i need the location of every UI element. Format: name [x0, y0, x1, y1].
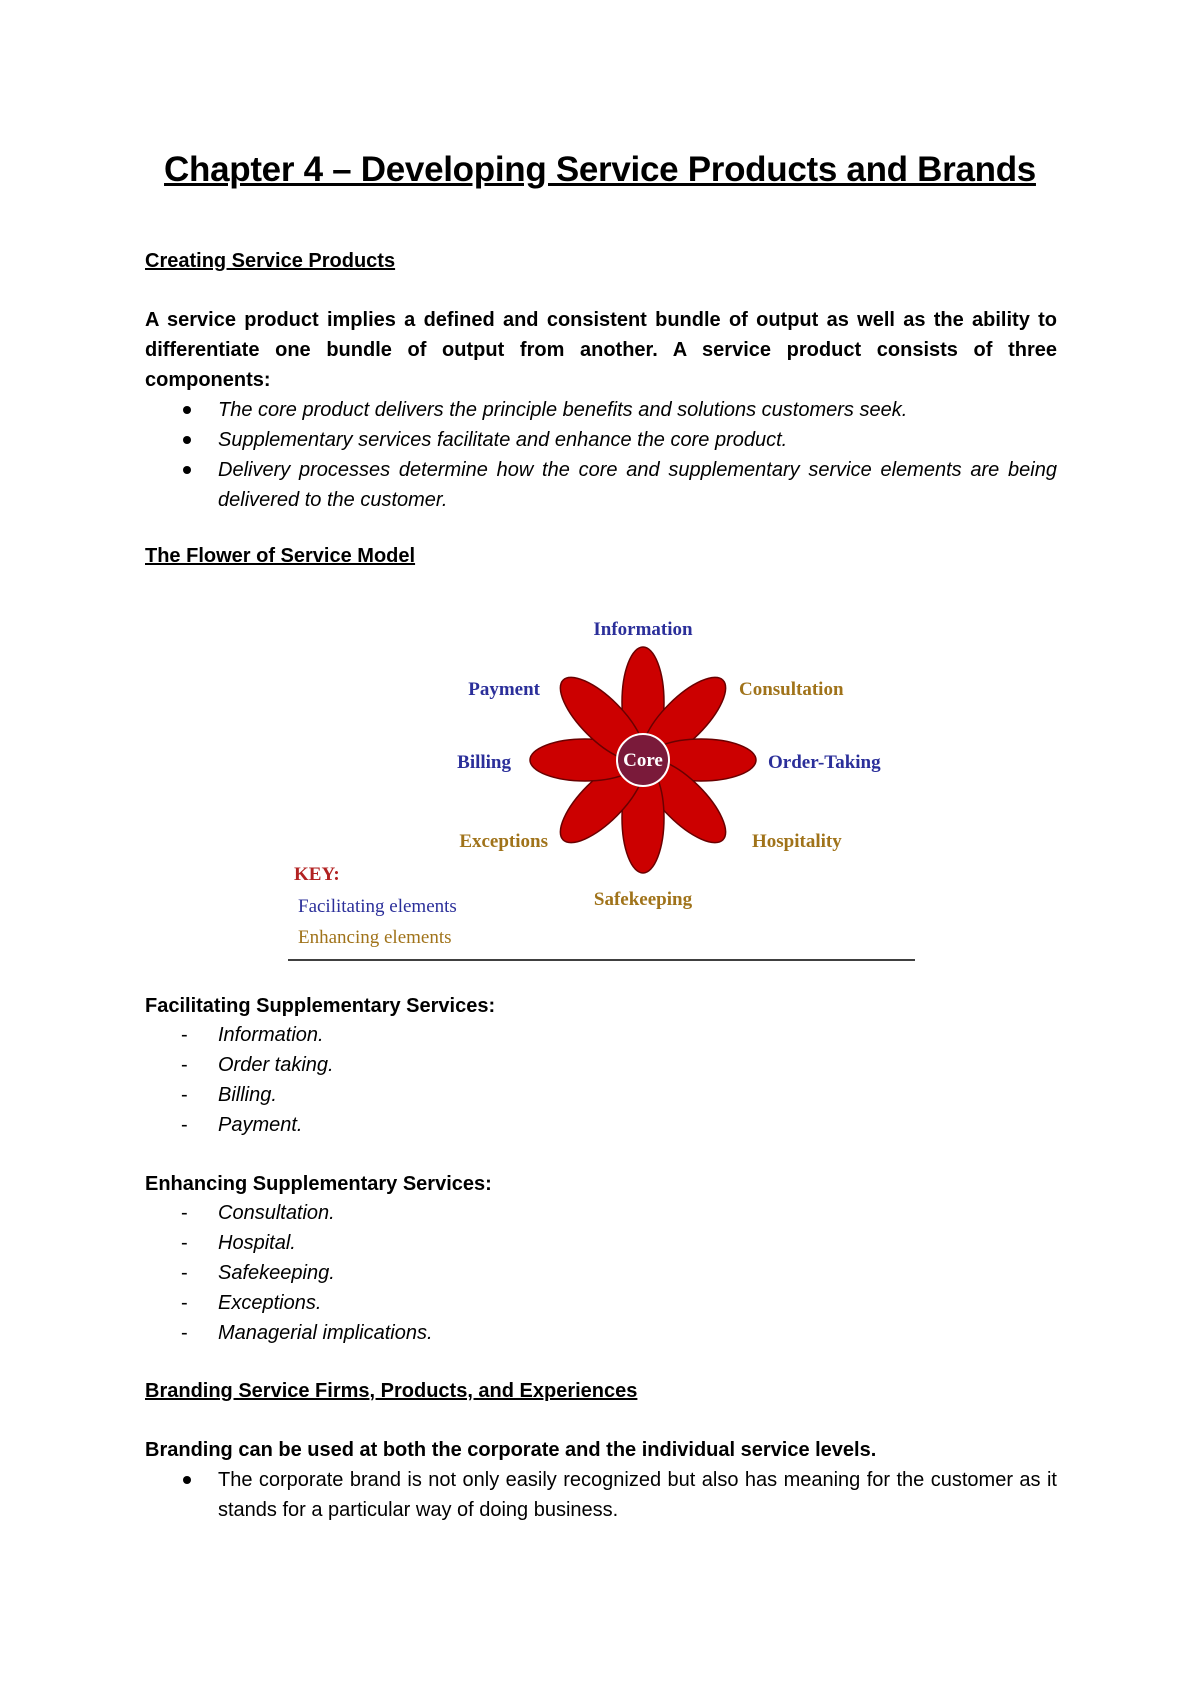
list-item: The core product delivers the principle benefits and solutions customers seek.: [145, 395, 1057, 425]
list-item: Supplementary services facilitate and enhance the core product.: [145, 425, 1057, 455]
page-title: Chapter 4 – Developing Service Products and Brands: [164, 150, 1036, 189]
facilitating-list: [145, 1020, 1057, 1140]
list-item: - Billing.: [181, 1084, 277, 1106]
flower-of-service-diagram: [0, 600, 1200, 980]
section-heading-flower-of-service: The Flower of Service Model: [145, 545, 416, 567]
branding-intro-paragraph: Branding can be used at both the corporate and the individual service levels.: [145, 1439, 877, 1461]
list-item: - Hospital.: [181, 1232, 296, 1254]
branding-bullet-list: [145, 1465, 1057, 1525]
enhancing-heading: Enhancing Supplementary Services:: [145, 1173, 492, 1195]
list-item: Delivery processes determine how the core and supplementary service elements are being delivered to the customer.: [145, 455, 1057, 515]
key-label: KEY:: [294, 864, 340, 885]
list-item: - Payment.: [181, 1114, 303, 1136]
section-intro-paragraph: A service product implies a defined and consistent bundle of output as well as the ability to differentiate one bundle of output from another. A service product consists of three components:: [145, 309, 1057, 391]
list-item: - Consultation.: [181, 1202, 335, 1224]
core-label: Core: [623, 750, 663, 771]
list-item: - Safekeeping.: [181, 1262, 335, 1284]
bullet-icon: [183, 436, 191, 444]
list-item: The corporate brand is not only easily recognized but also has meaning for the customer as it stands for a particular way of doing business.: [145, 1465, 1057, 1525]
list-item: - Managerial implications.: [181, 1322, 433, 1344]
flower-diagram-svg: [0, 600, 1200, 980]
petal-label-safekeeping: Safekeeping: [593, 889, 693, 910]
key-facilitating: Facilitating elements: [298, 896, 457, 917]
list-item: - Information.: [181, 1024, 324, 1046]
facilitating-heading: Facilitating Supplementary Services:: [145, 995, 496, 1017]
bullet-icon: [183, 1476, 191, 1484]
petal-label-information: Information: [593, 619, 693, 640]
petal-label-exceptions: Exceptions: [459, 831, 548, 852]
petal-label-payment: Payment: [468, 679, 540, 700]
petal-label-consultation: Consultation: [739, 679, 844, 700]
key-enhancing: Enhancing elements: [298, 927, 452, 948]
list-item: - Order taking.: [181, 1054, 334, 1076]
bullet-icon: [183, 466, 191, 474]
petal-label-billing: Billing: [457, 752, 511, 773]
section-heading-branding: Branding Service Firms, Products, and Experiences: [145, 1380, 638, 1402]
petal-label-hospitality: Hospitality: [752, 831, 842, 852]
enhancing-list: [145, 1198, 1057, 1348]
bullet-icon: [183, 406, 191, 414]
list-item: - Exceptions.: [181, 1292, 322, 1314]
section-heading-creating-service-products: Creating Service Products: [145, 250, 396, 272]
components-bullet-list: [145, 395, 1057, 515]
petal-label-order-taking: Order-Taking: [768, 752, 881, 773]
